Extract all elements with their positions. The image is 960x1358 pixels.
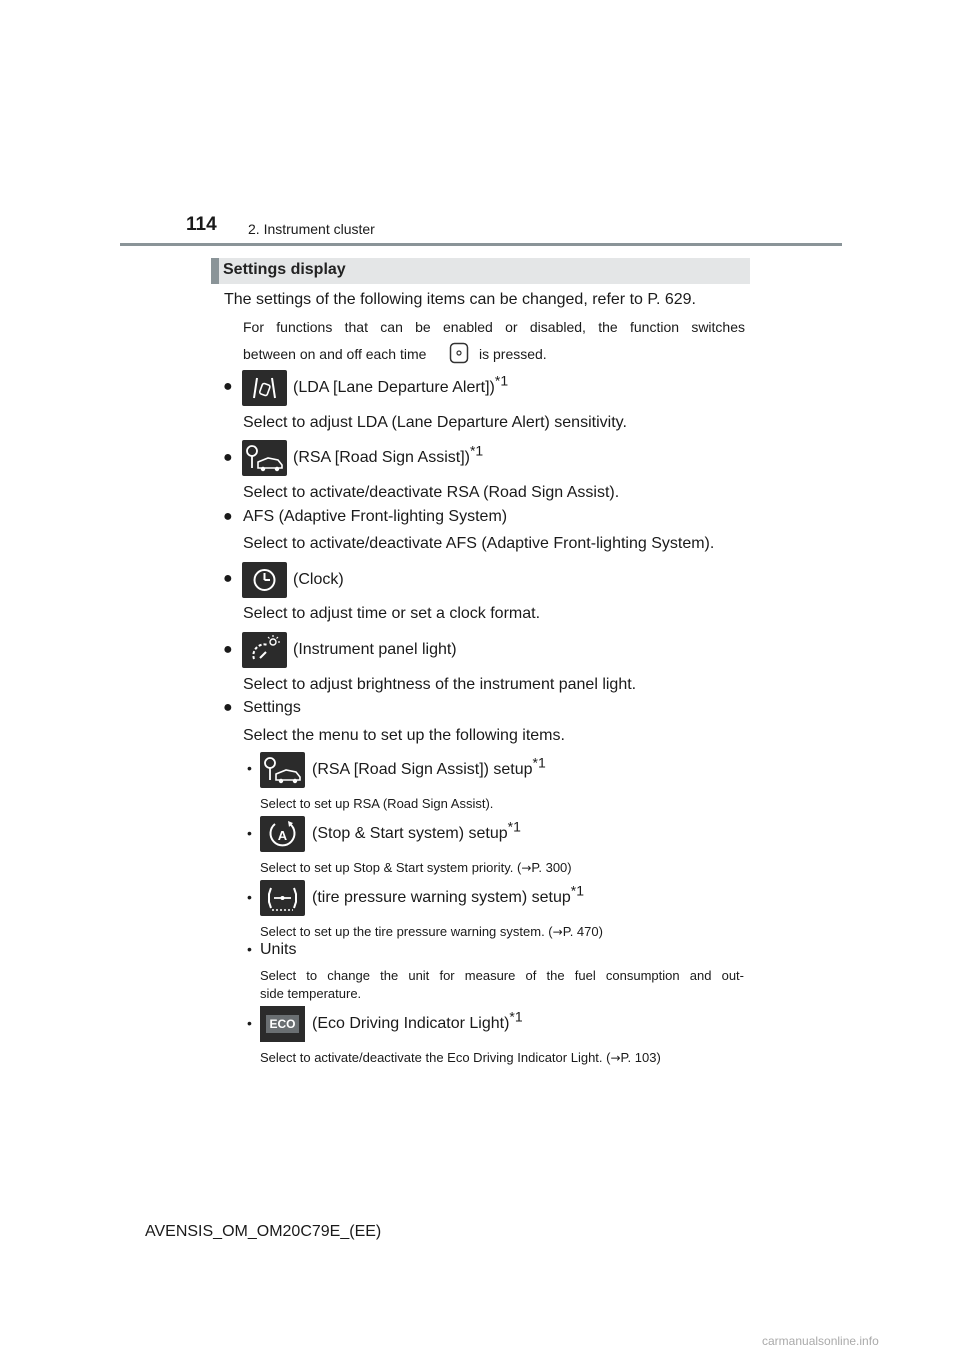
- item-panel-light-label: (Instrument panel light): [293, 641, 457, 658]
- bullet: ●: [223, 508, 233, 525]
- svg-text:A: A: [277, 828, 288, 843]
- bullet: ●: [223, 378, 233, 395]
- item-rsa-label: (RSA [Road Sign Assist])*1: [293, 442, 484, 466]
- item-clock-label: (Clock): [293, 571, 344, 588]
- item-clock-desc: Select to adjust time or set a clock format.: [243, 605, 541, 622]
- sub-rsa-setup-label: (RSA [Road Sign Assist]) setup*1: [312, 754, 546, 778]
- sub-tire-pressure-desc: Select to set up the tire pressure warning system. (→P. 470): [260, 924, 603, 939]
- bullet: ●: [223, 449, 233, 466]
- item-settings-desc: Select the menu to set up the following items.: [243, 727, 565, 744]
- clock-icon: [242, 562, 287, 598]
- page-number: 114: [186, 214, 217, 235]
- sub-bullet: •: [247, 825, 252, 841]
- sub-stop-start-desc: Select to set up Stop & Start system priority. (→P. 300): [260, 860, 572, 875]
- sub-units-desc-line2: side temperature.: [260, 986, 362, 1001]
- bullet: ●: [223, 641, 233, 658]
- rsa-icon: [260, 752, 305, 788]
- eco-icon-text: ECO: [269, 1017, 296, 1031]
- item-afs-desc: Select to activate/deactivate AFS (Adaptive Front-lighting System).: [243, 535, 715, 552]
- sub-bullet: •: [247, 889, 252, 905]
- eco-icon: [260, 1006, 305, 1042]
- sub-bullet: •: [247, 941, 252, 957]
- ok-switch-icon: [449, 342, 469, 369]
- panel-light-icon: [242, 632, 287, 668]
- item-lda-label: (LDA [Lane Departure Alert])*1: [293, 372, 509, 396]
- item-lda-desc: Select to adjust LDA (Lane Departure Alert) sensitivity.: [243, 414, 627, 431]
- section-title: 2. Instrument cluster: [248, 221, 375, 237]
- lda-icon: [242, 370, 287, 406]
- note-line-1: For functions that can be enabled or disabled, the function switches: [243, 319, 745, 335]
- sub-tire-pressure-label: (tire pressure warning system) setup*1: [312, 882, 584, 906]
- settings-display-heading: [211, 258, 750, 284]
- settings-display-title: Settings display: [223, 261, 346, 278]
- item-rsa-desc: Select to activate/deactivate RSA (Road Sign Assist).: [243, 484, 620, 501]
- tire-pressure-icon: [260, 880, 305, 916]
- watermark: carmanualsonline.info: [762, 1334, 879, 1348]
- sub-stop-start-label: (Stop & Start system) setup*1: [312, 818, 521, 842]
- note-line-2a: between on and off each time: [243, 346, 427, 362]
- sub-bullet: •: [247, 1015, 252, 1031]
- sub-eco-label: (Eco Driving Indicator Light)*1: [312, 1008, 523, 1032]
- sub-bullet: •: [247, 760, 252, 776]
- bullet: ●: [223, 699, 233, 716]
- sub-units-label: Units: [260, 941, 297, 958]
- intro-text: The settings of the following items can be changed, refer to P. 629.: [224, 291, 696, 308]
- note-line-2b: is pressed.: [479, 346, 547, 362]
- sub-eco-desc: Select to activate/deactivate the Eco Driving Indicator Light. (→P. 103): [260, 1050, 661, 1065]
- header-rule: [120, 243, 842, 246]
- item-afs-label: AFS (Adaptive Front-lighting System): [243, 508, 508, 525]
- bullet: ●: [223, 570, 233, 587]
- item-panel-light-desc: Select to adjust brightness of the instrument panel light.: [243, 676, 637, 693]
- item-settings-label: Settings: [243, 699, 301, 716]
- rsa-icon: [242, 440, 287, 476]
- stop-start-icon: [260, 816, 305, 852]
- sub-rsa-setup-desc: Select to set up RSA (Road Sign Assist).: [260, 796, 494, 811]
- sub-units-desc-line1: Select to change the unit for measure of the fuel consumption and out-: [260, 968, 744, 983]
- document-code: AVENSIS_OM_OM20C79E_(EE): [145, 1223, 382, 1240]
